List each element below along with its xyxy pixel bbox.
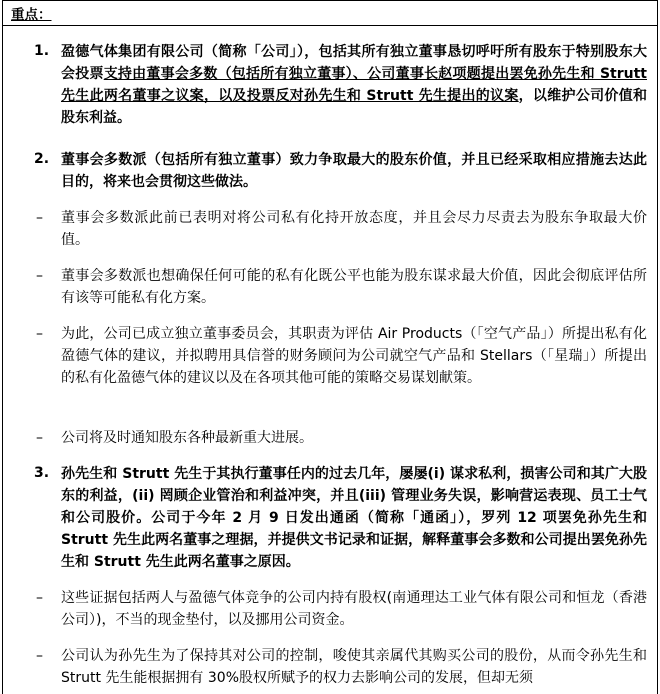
bullet-text: 为此，公司已成立独立董事委员会，其职责为评估 Air Products（「空气产品」）所提出私有化盈德气体的建议，并拟聘用具信誉的财务顾问为公司就空气产品和 Stellars（「星瑞」）所提出的私有化盈德气体的建议以及在各项其他可能的策略交易谋划献策。 — [61, 326, 647, 386]
bullet-dash: – — [36, 648, 43, 664]
heading-divider — [3, 25, 657, 26]
bullet-text: 董事会多数派也想确保任何可能的私有化既公平也能为股东谋求最大价值，因此会彻底评估所有该等可能私有化方案。 — [61, 268, 647, 306]
item-number: 3. — [34, 465, 50, 481]
section-heading: 重点： — [11, 7, 52, 23]
bullet-text: 公司认为孙先生为了保持其对公司的控制，唆使其亲属代其购买公司的股份，从而令孙先生和 Strutt 先生能根据拥有 30%股权所赋予的权力去影响公司的发展，但却无须 — [61, 648, 647, 686]
item-text — [61, 41, 647, 129]
item-text: 董事会多数派（包括所有独立董事）致力争取最大的股东价值，并且已经采取相应措施去达此目的，将来也会贯彻这些做法。 — [61, 152, 647, 190]
item-text-part: ，以维护公司价值和股东利益。 — [61, 88, 648, 126]
bullet-text: 公司将及时通知股东各种最新重大进展。 — [61, 430, 313, 446]
bullet-dash: – — [36, 210, 43, 226]
bullet-text: 董事会多数派此前已表明对将公司私有化持开放态度，并且会尽力尽责去为股东争取最大价值。 — [61, 210, 647, 248]
item-text-underlined: 支持由董事会多数（包括所有独立董事）、公司董事长赵项题提出罢免孙先生和 Strutt 先生此两名董事之议案，以及投票反对孙先生和 Strutt 先生提出的议案 — [61, 66, 648, 104]
document-page — [2, 0, 658, 694]
bullet-dash: – — [36, 268, 43, 284]
bullet-dash: – — [36, 326, 43, 342]
item-text: 孙先生和 Strutt 先生于其执行董事任内的过去几年，屡屡(i) 谋求私利，损害公司和其广大股东的利益，(ii) 罔顾企业管治和利益冲突，并且(iii) 管理业务失误，影响营运表现、员工士气和公司股价。公司于今年 2 月 9 日发出通函（简称「通函」），罗列 12 项罢免孙先生和 Strutt 先生此两名董事之理据，并提供文书记录和证据，解释董事会多数和公司提出罢免孙先生和 Strutt 先生此两名董事之原因。 — [61, 466, 647, 570]
bullet-text: 这些证据包括两人与盈德气体竞争的公司内持有股权(南通理达工业气体有限公司和恒龙（香港公司）)，不当的现金垫付，以及挪用公司资金。 — [61, 590, 647, 628]
item-number: 1. — [34, 43, 50, 59]
bullet-dash: – — [36, 590, 43, 606]
bullet-dash: – — [36, 430, 43, 446]
item-text-part: 盈德气体集团有限公司（简称「公司」），包括其所有独立董事恳切呼吁所有股东于特别股东大会投票 — [61, 44, 647, 82]
item-number: 2. — [34, 151, 50, 167]
